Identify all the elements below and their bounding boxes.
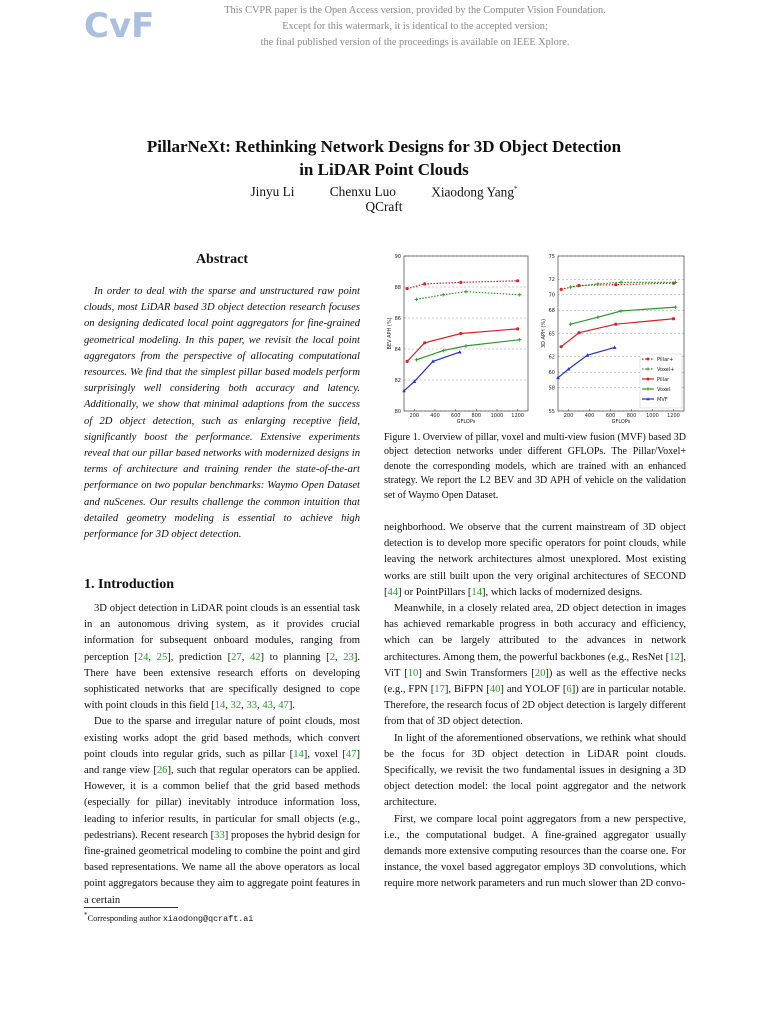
- x-tick-label: 800: [471, 413, 482, 419]
- citation-link[interactable]: 23: [343, 651, 354, 663]
- y-tick-label: 55: [548, 408, 555, 415]
- series-line: [571, 307, 676, 324]
- legend-label: Voxel: [657, 386, 671, 393]
- footnote: *Corresponding author xiaodong@qcraft.ai: [84, 911, 254, 924]
- paragraph: Meanwhile, in a closely related area, 2D object detection in images has achieved remarkable progress in both accuracy and efficiency, which can be largely attributed to the advances in network architectures. Among them, the powerful backbones (e.g., ResNet [12], ViT [10] and Swin Transformers [20]) as well as the effective necks (e.g., FPN [17], BiFPN [40] and YOLOF [6]) are in particular notable. Therefore, the research focus of 2D object detection is largely different from that of 3D object detection.: [384, 603, 686, 728]
- legend-marker: [647, 358, 650, 361]
- y-tick-label: 58: [548, 385, 555, 392]
- x-tick-label: 600: [450, 413, 461, 419]
- open-access-watermark: [175, 3, 655, 51]
- email-link[interactable]: xiaodong@qcraft.ai: [162, 913, 254, 924]
- citation-link[interactable]: 43: [262, 700, 273, 712]
- data-point: [569, 285, 573, 289]
- title-line-1: PillarNeXt: Rethinking Network Designs for 3D Object Detection: [146, 137, 622, 156]
- data-point: [560, 345, 563, 348]
- data-point: [518, 293, 522, 297]
- data-point: [596, 282, 600, 286]
- y-tick-label: 60: [548, 370, 555, 377]
- x-tick-label: 1000: [490, 413, 504, 419]
- x-tick-label: 200: [563, 413, 574, 419]
- title-line-2: in LiDAR Point Clouds: [299, 160, 469, 179]
- y-axis-label: BEV APH (%): [387, 317, 393, 350]
- data-point: [596, 315, 600, 319]
- y-tick-label: 88: [394, 284, 401, 291]
- x-tick-label: 1200: [667, 413, 680, 419]
- series-line: [416, 292, 519, 300]
- x-tick-label: 800: [626, 413, 637, 419]
- citation-link[interactable]: 42: [249, 651, 261, 663]
- data-point: [672, 317, 675, 320]
- data-point: [464, 344, 468, 348]
- citation-link[interactable]: 20: [534, 667, 546, 679]
- data-point: [423, 282, 426, 285]
- y-tick-label: 68: [548, 308, 555, 315]
- abstract-text: In order to deal with the sparse and unstructured raw point clouds, most LiDAR based 3D object detection research focuses on designing dedicated local point aggregators for fine-grained geometrical modeling. In this paper, we revisit the local point aggregators from the perspective of allocating computational resources. We find that the simplest pillar based models perform surprisingly well considering both accuracy and latency. Additionally, we show that minimal adaptions from the success of 2D object detection, such as enlarging receptive field, significantly boost the performance. Extensive experiments reveal that our pillar based networks with modernized designs in terms of architecture and training render the state-of-the-art performance on two popular benchmarks: Waymo Open Dataset and nuScenes. Our results challenge the common intuition that detailed geometry modeling is essential to achieve high performance for 3D object detection.: [84, 286, 360, 541]
- paragraph: In light of the aforementioned observations, we rethink what should be the focus for 3D object detection in LiDAR point clouds. Specifically, we revisit the two fundamental issues in designing a 3D object detection model: the local point aggregator and the network architecture.: [384, 732, 686, 809]
- citation-link[interactable]: 32: [230, 700, 242, 712]
- citation-link[interactable]: 40: [489, 684, 501, 696]
- author-name: Jinyu Li: [250, 184, 295, 200]
- y-tick-label: 62: [548, 354, 555, 361]
- data-point: [415, 298, 419, 302]
- series-line: [416, 340, 519, 360]
- author-name: Chenxu Luo: [329, 184, 396, 200]
- citation-link[interactable]: 47: [278, 700, 289, 712]
- svg-text:CvF: CvF: [84, 6, 155, 46]
- data-point: [560, 288, 563, 291]
- citation-link[interactable]: 26: [156, 765, 168, 777]
- citation-link[interactable]: 24: [137, 651, 149, 663]
- x-axis-label: GFLOPs: [611, 419, 631, 425]
- y-tick-label: 70: [548, 292, 555, 299]
- abstract-heading: Abstract: [195, 252, 249, 267]
- watermark-line-2: Except for this watermark, it is identical to the accepted version;: [282, 21, 548, 32]
- data-point: [441, 349, 445, 353]
- data-point: [441, 293, 445, 297]
- legend-label: Pillar: [657, 376, 670, 383]
- footnote-divider: [84, 907, 178, 908]
- bev-aph-chart: [387, 254, 528, 425]
- series-line: [558, 347, 615, 377]
- data-point: [459, 332, 462, 335]
- citation-link[interactable]: 27: [231, 651, 242, 663]
- figure-caption: Figure 1. Overview of pillar, voxel and multi-view fusion (MVF) based 3D object detection networks under different GFLOPs. The Pillar/Voxel+ denote the corresponding models, which are trained with an enhanced strategy. We report the L2 BEV and 3D APH of vehicle on the validation set of Waymo Open Dataset.: [384, 432, 686, 501]
- data-point: [516, 327, 519, 330]
- x-tick-label: 400: [584, 413, 595, 419]
- data-point: [569, 322, 573, 326]
- citation-link[interactable]: 14: [214, 700, 226, 712]
- data-point: [619, 281, 623, 285]
- data-point: [458, 350, 462, 353]
- introduction-right-column: [384, 520, 686, 893]
- series-line: [404, 352, 460, 391]
- data-point: [516, 279, 519, 282]
- citation-link[interactable]: 17: [434, 684, 445, 696]
- affiliation: QCraft: [365, 199, 403, 214]
- cvf-logo-icon: [84, 4, 155, 46]
- citation-link[interactable]: 10: [407, 667, 419, 679]
- citation-link[interactable]: 44: [387, 586, 399, 598]
- citation-link[interactable]: 47: [345, 748, 357, 760]
- citation-link[interactable]: 6: [566, 684, 572, 696]
- x-tick-label: 600: [605, 413, 616, 419]
- citation-link[interactable]: 33: [246, 700, 258, 712]
- data-point: [518, 338, 522, 342]
- citation-link[interactable]: 2: [329, 651, 335, 663]
- citation-link[interactable]: 14: [293, 748, 304, 760]
- y-tick-label: 82: [394, 377, 401, 384]
- y-tick-label: 90: [394, 253, 401, 260]
- y-tick-label: 72: [548, 277, 555, 284]
- data-point: [614, 283, 617, 286]
- figure-1-charts: [380, 248, 686, 428]
- paragraph: 3D object detection in LiDAR point clouds is an essential task in an autonomous driving system, as it provides crucial information for subsequent onboard modules, ranging from perception [24, 25], prediction [27, 42] to planning [2, 23]. There have been extensive research efforts on developing sophisticated networks that are specifically designed to cope with point clouds in this field [14, 32, 33, 43, 47].: [84, 603, 361, 712]
- data-point: [577, 331, 580, 334]
- data-point: [459, 281, 462, 284]
- x-tick-label: 400: [430, 413, 440, 419]
- section-heading-introduction: 1. Introduction: [84, 577, 174, 592]
- y-tick-label: 86: [394, 315, 401, 322]
- y-tick-label: 80: [394, 408, 401, 415]
- data-point: [619, 309, 623, 313]
- x-tick-label: 200: [409, 413, 420, 419]
- 3d-aph-chart: [541, 254, 684, 425]
- legend-marker: [647, 378, 650, 381]
- citation-link[interactable]: 33: [214, 829, 225, 841]
- data-point: [613, 345, 617, 348]
- y-tick-label: 75: [548, 253, 555, 260]
- y-tick-label: 84: [394, 346, 401, 353]
- paragraph: neighborhood. We observe that the current mainstream of 3D object detection is to develop more specific operators for point clouds, while leaving the network architectures almost unexplored. Most existing works are still built upon the very original architectures of SECOND [44] or PointPillars [14], which lacks of modernized designs.: [384, 522, 686, 598]
- paragraph: Due to the sparse and irregular nature of point clouds, most existing works adopt the grid based methods, which convert point clouds into regular grids, such as pillar [14], voxel [47] and range view [26], such that regular operators can be applied. However, it is a common belief that the grid based methods (especially for pillar) inevitably introduce information loss, leading to inferior results, in particular for small objects (e.g., pedestrians). Recent research [33] proposes the hybrid design for fine-grained geometrical modeling to combine the point and gird based representations. We name all the above operators as local point aggregators because they aim to aggregate point features in a certain: [84, 716, 360, 906]
- paper-title: [60, 135, 708, 181]
- paragraph: First, we compare local point aggregators from a new perspective, i.e., the computational budget. A fine-grained aggregator usually demands more extensive computing resources than the coarse one. For instance, the voxel based aggregator employs 3D convolutions, which require more network parameters and run much slower than 2D convo-: [384, 813, 686, 890]
- citation-link[interactable]: 14: [471, 586, 482, 598]
- data-point: [674, 305, 678, 309]
- data-point: [406, 360, 409, 363]
- introduction-left-column: [84, 601, 360, 909]
- legend-label: Voxel+: [657, 366, 675, 373]
- y-axis-label: 3D APH (%): [541, 318, 547, 349]
- legend-label: Pillar+: [657, 356, 674, 363]
- citation-link[interactable]: 12: [669, 651, 680, 663]
- x-tick-label: 1200: [511, 413, 525, 419]
- watermark-line-3: the final published version of the proceedings is available on IEEE Xplore.: [260, 37, 570, 48]
- data-point: [423, 341, 426, 344]
- citation-link[interactable]: 25: [156, 651, 168, 663]
- author-name: Xiaodong Yang*: [431, 184, 518, 200]
- y-tick-label: 65: [548, 331, 555, 338]
- x-tick-label: 1000: [646, 413, 659, 419]
- x-axis-label: GFLOPs: [456, 419, 476, 425]
- watermark-line-1: This CVPR paper is the Open Access version, provided by the Computer Vision Foundation.: [224, 5, 606, 16]
- legend-label: MVF: [657, 396, 668, 403]
- data-point: [614, 323, 617, 326]
- data-point: [406, 287, 409, 290]
- data-point: [415, 358, 419, 362]
- data-point: [464, 290, 468, 294]
